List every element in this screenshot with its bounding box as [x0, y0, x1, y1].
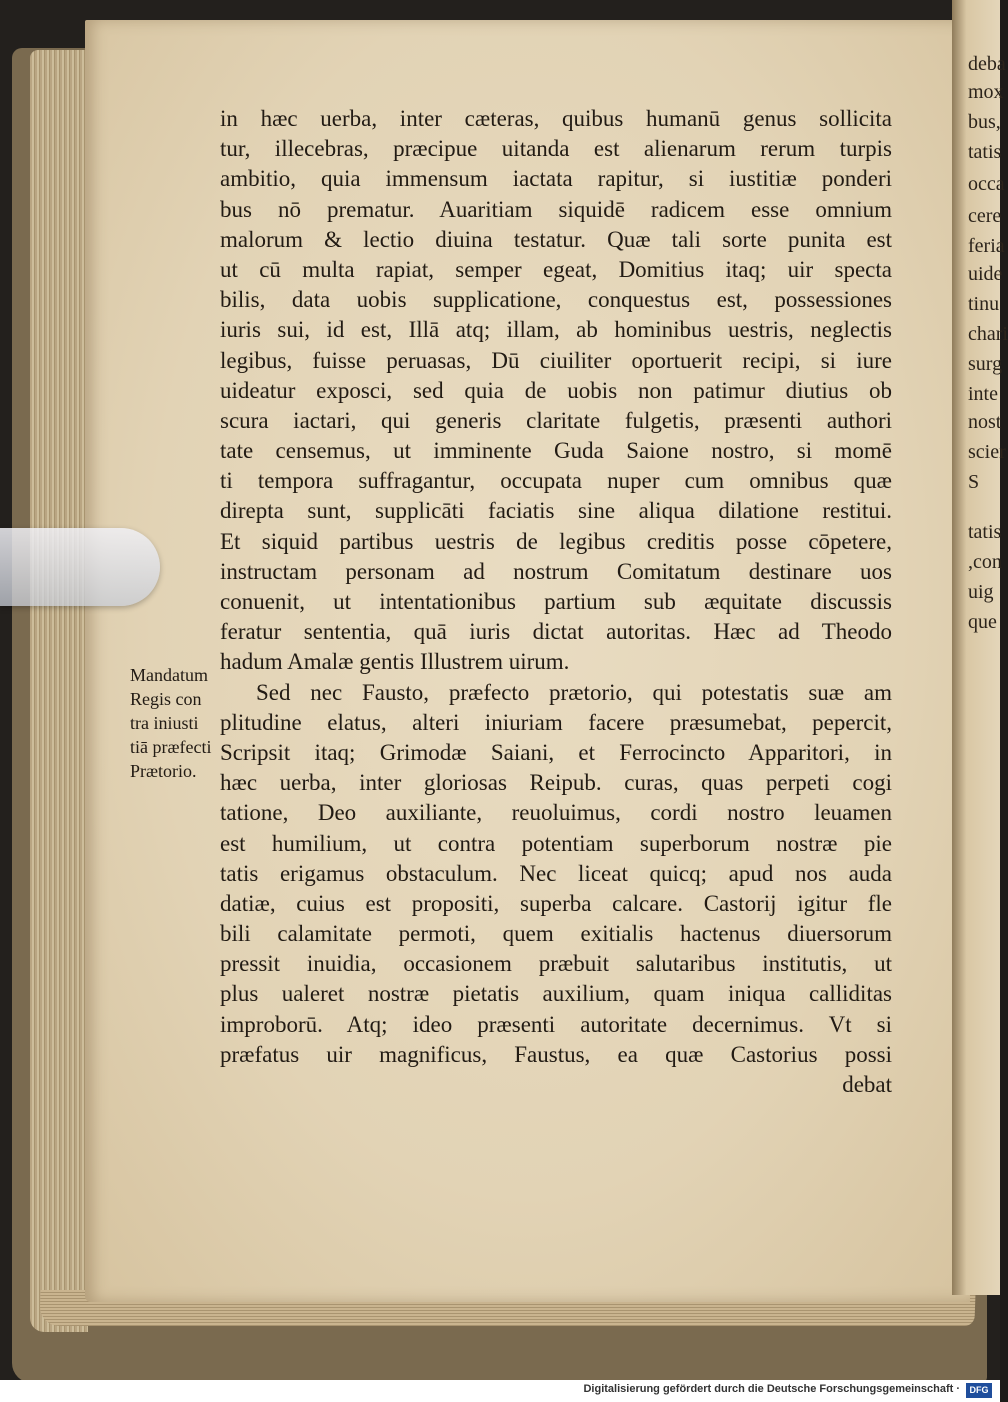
text-line: tur, illecebras, præcipue uitanda est alienarum rerum turpis	[220, 136, 892, 162]
right-page-text: que	[968, 611, 997, 633]
text-line: præfatus uir magnificus, Faustus, ea quæ Castorius possi	[220, 1041, 892, 1067]
right-page-text: tinu	[968, 293, 1000, 315]
text-line: datiæ, cuius est propositi, superba calcare. Castorij igitur fle	[220, 890, 892, 916]
text-line: bili calamitate permoti, quem exitialis hactenus diuersorum	[220, 921, 892, 947]
footer-bar	[0, 1380, 1000, 1402]
right-page-text: uide	[968, 263, 1003, 285]
text-line: instructam personam ad nostrum Comitatum destinare uos	[220, 558, 892, 584]
text-line: tate censemus, ut imminente Guda Saione nostro, si momē	[220, 438, 892, 464]
marginal-line: Mandatum	[130, 665, 208, 685]
right-page-text: ,con	[968, 551, 1002, 573]
text-line: iuris sui, id est, Illā atq; illam, ab hominibus uestris, neglectis	[220, 317, 892, 343]
right-page-text: surg	[968, 353, 1003, 375]
text-line: uideatur exposci, sed quia de uobis non patimur diutius ob	[220, 377, 892, 403]
text-line: pressit inuidia, occasionem præbuit salutaribus institutis, ut	[220, 951, 892, 977]
marginal-line: tiā præfecti	[130, 737, 212, 757]
text-line: malorum & lectio diuina testatur. Quæ tali sorte punita est	[220, 226, 892, 252]
text-line: conuenit, ut intentationibus partium sub æquitate discussis	[220, 589, 892, 614]
page-edges	[30, 50, 88, 1332]
text-line: feratur sententia, quā iuris dictat autoritas. Hæc ad Theodo	[220, 619, 892, 645]
funding-credit: Digitalisierung gefördert durch die Deutsche Forschungsgemeinschaft ·	[583, 1383, 960, 1395]
right-page-text: scier	[968, 441, 1006, 463]
text-line: plus ualeret nostræ pietatis auxilium, quam iniqua calliditas	[220, 981, 892, 1007]
right-page-text: inte	[968, 383, 998, 405]
text-line: Scripsit itaq; Grimodæ Saiani, et Ferrocincto Apparitori, in	[220, 739, 892, 765]
catchword: debat	[842, 1072, 892, 1097]
text-line: in hæc uerba, inter cæteras, quibus humanū genus sollicita	[220, 106, 892, 131]
text-line: direpta sunt, supplicāti faciatis sine aliqua dilatione restitui.	[220, 498, 892, 524]
text-line: bus nō prematur. Auaritiam siquidē radicem esse omnium	[220, 196, 892, 222]
main-text-block	[220, 104, 892, 1100]
text-line: Sed nec Fausto, præfecto prætorio, qui potestatis suæ am	[256, 679, 892, 705]
text-line: ti tempora suffragantur, occupata nuper cum omnibus quæ	[220, 468, 892, 494]
right-page-text: tatis	[968, 141, 1002, 163]
right-page-text: S	[968, 471, 980, 493]
right-page-text: bus,	[968, 111, 1001, 133]
text-line: legibus, fuisse peruasas, Dū ciuiliter oportuerit recipi, si iure	[220, 347, 892, 373]
text-line: ambitio, quia immensum iactata rapitur, si iustitiæ ponderi	[220, 166, 892, 192]
text-line: improborū. Atq; ideo præsenti autoritate decernimus. Vt si	[220, 1011, 892, 1037]
text-line: Et siquid partibus uestris de legibus creditis posse cōpetere,	[220, 528, 892, 554]
text-line: hæc uerba, inter gloriosas Reipub. curas, quas perpeti cogi	[220, 770, 892, 796]
text-line: plitudine elatus, alteri iniuriam facere præsumebat, pepercit,	[220, 709, 892, 735]
text-line: ut cū multa rapiat, semper egeat, Domitius itaq; uir specta	[220, 256, 892, 282]
bookmark-clip	[0, 528, 160, 606]
right-page-text: cere	[968, 205, 1002, 227]
text-line: bilis, data uobis supplicatione, conquestus est, possessiones	[220, 287, 892, 313]
marginal-line: tra iniusti	[130, 713, 199, 733]
marginal-line: Regis con	[130, 689, 202, 709]
text-line: scura iactari, qui generis claritate fulgetis, præsenti authori	[220, 407, 892, 433]
right-page-text: tatis	[968, 521, 1002, 543]
dfg-logo-icon: DFG	[966, 1383, 992, 1398]
right-page-fragment	[952, 0, 1008, 1295]
text-line: hadum Amalæ gentis Illustrem uirum.	[220, 649, 570, 675]
right-page-text: feria	[968, 235, 1005, 257]
right-page-text: occa	[968, 173, 1005, 195]
right-page-text: nost	[968, 411, 1002, 433]
marginal-line: Prætorio.	[130, 761, 197, 781]
text-line: tatis erigamus obstaculum. Nec liceat quicq; apud nos auda	[220, 860, 892, 886]
right-page-text: uig	[968, 581, 994, 603]
right-page-text: deba	[968, 53, 1006, 75]
text-line: tatione, Deo auxiliante, reuoluimus, cordi nostro leuamen	[220, 800, 892, 826]
text-line: est humilium, ut contra potentiam superborum nostræ pie	[220, 830, 892, 856]
right-page-text: chari	[968, 323, 1008, 345]
right-page-text: mox	[968, 81, 1004, 103]
